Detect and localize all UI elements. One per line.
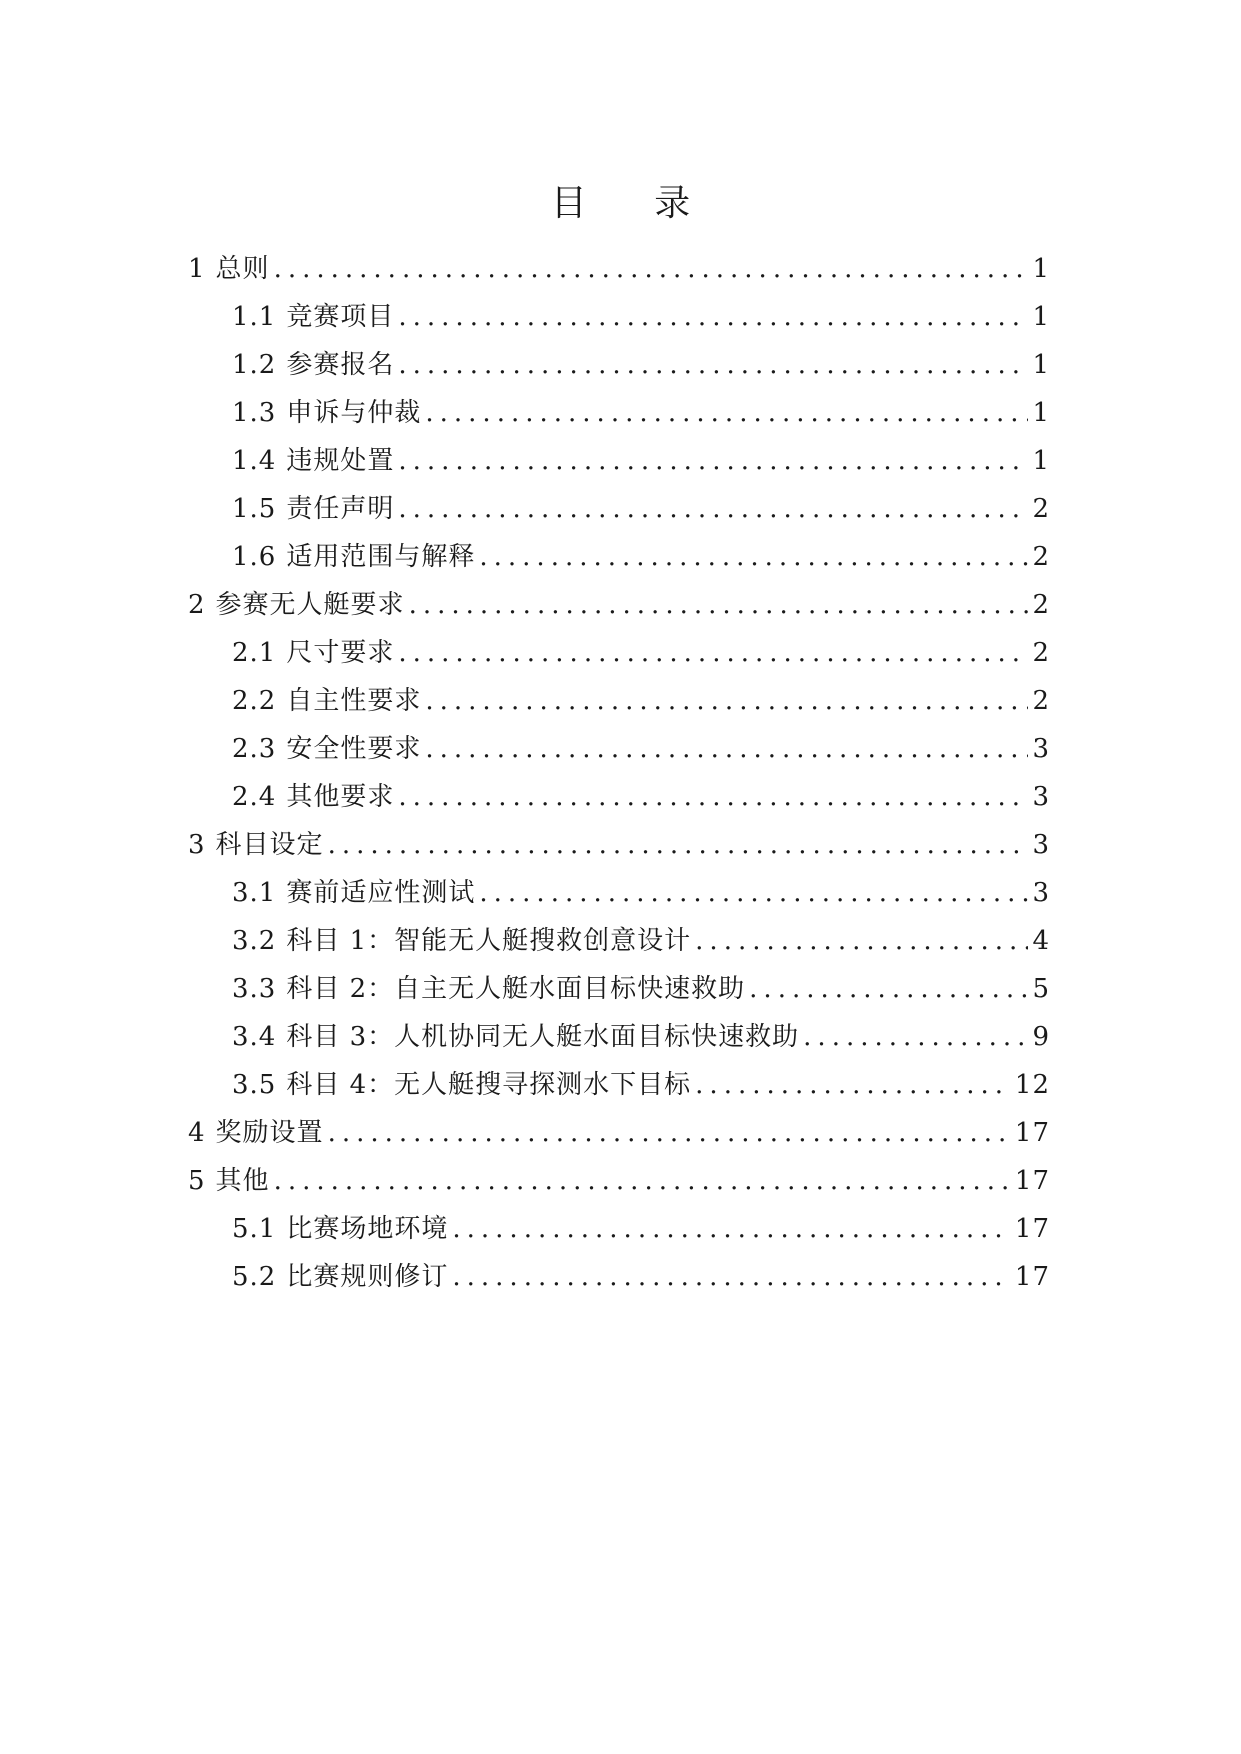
toc-entry[interactable] [188,677,1050,725]
toc-entry-page-number: 2 [1032,542,1050,572]
toc-entry[interactable] [188,1013,1050,1061]
toc-entry-number: 2.4 [232,782,277,812]
toc-entry[interactable] [188,293,1050,341]
toc-entry-number: 1.1 [232,302,277,332]
toc-entry-number: 4 [188,1118,206,1148]
toc-entry[interactable] [188,581,1050,629]
table-of-contents [188,245,1050,1301]
toc-entry-page-number: 3 [1032,734,1050,764]
toc-entry-title: 奖励设置 [215,1118,324,1148]
toc-entry-title: 竞赛项目 [286,302,395,332]
toc-entry[interactable] [188,917,1050,965]
toc-dot-leader [425,677,1028,725]
toc-entry-page-number: 1 [1032,350,1050,380]
toc-dot-leader [749,965,1028,1013]
toc-entry-title: 赛前适应性测试 [286,878,476,908]
toc-entry-title: 比赛场地环境 [286,1214,449,1244]
toc-entry-title: 总则 [215,254,270,284]
toc-entry-page-number: 17 [1014,1118,1050,1148]
toc-entry-number: 1.2 [232,350,277,380]
toc-entry-title: 其他要求 [286,782,395,812]
toc-entry-title: 科目 1：智能无人艇搜救创意设计 [286,926,692,956]
toc-entry[interactable] [188,1205,1050,1253]
toc-entry-title: 申诉与仲裁 [286,398,422,428]
toc-entry-title: 自主性要求 [286,686,422,716]
toc-entry[interactable] [188,389,1050,437]
toc-entry-page-number: 4 [1032,926,1050,956]
toc-dot-leader [274,1157,1011,1205]
toc-entry-number: 3.5 [232,1070,277,1100]
toc-dot-leader [398,629,1028,677]
toc-entry-title: 参赛报名 [286,350,395,380]
toc-entry-page-number: 3 [1032,830,1050,860]
toc-dot-leader [452,1253,1011,1301]
toc-entry[interactable] [188,341,1050,389]
toc-entry-number: 1 [188,254,206,284]
toc-dot-leader [328,821,1029,869]
toc-entry-title: 安全性要求 [286,734,422,764]
toc-dot-leader [398,341,1028,389]
toc-entry-number: 3.1 [232,878,277,908]
toc-dot-leader [409,581,1029,629]
toc-entry-number: 5.1 [232,1214,277,1244]
toc-entry[interactable] [188,773,1050,821]
toc-entry-number: 5 [188,1166,206,1196]
toc-entry[interactable] [188,485,1050,533]
toc-entry[interactable] [188,725,1050,773]
toc-entry-page-number: 1 [1032,398,1050,428]
toc-entry-title: 其他 [215,1166,270,1196]
toc-entry-page-number: 12 [1014,1070,1050,1100]
toc-entry-title: 比赛规则修订 [286,1262,449,1292]
toc-entry[interactable] [188,629,1050,677]
toc-dot-leader [803,1013,1028,1061]
toc-entry-number: 3 [188,830,206,860]
toc-entry-page-number: 9 [1032,1022,1050,1052]
toc-entry-page-number: 5 [1032,974,1050,1004]
toc-entry-title: 适用范围与解释 [286,542,476,572]
toc-entry-number: 2.2 [232,686,277,716]
toc-entry-number: 2.1 [232,638,277,668]
toc-entry-title: 责任声明 [286,494,395,524]
toc-entry-page-number: 17 [1014,1262,1050,1292]
toc-entry-title: 违规处置 [286,446,395,476]
toc-entry[interactable] [188,533,1050,581]
toc-entry-number: 1.4 [232,446,277,476]
toc-entry-title: 科目 2：自主无人艇水面目标快速救助 [286,974,746,1004]
toc-dot-leader [274,245,1029,293]
toc-entry-number: 1.6 [232,542,277,572]
toc-dot-leader [452,1205,1011,1253]
toc-dot-leader [695,917,1028,965]
toc-entry-page-number: 2 [1032,686,1050,716]
toc-entry-title: 科目 4：无人艇搜寻探测水下目标 [286,1070,692,1100]
toc-entry-page-number: 1 [1032,254,1050,284]
toc-dot-leader [425,389,1028,437]
toc-entry-title: 科目 3：人机协同无人艇水面目标快速救助 [286,1022,800,1052]
toc-entry-page-number: 2 [1032,494,1050,524]
toc-entry-page-number: 1 [1032,302,1050,332]
toc-entry[interactable] [188,1061,1050,1109]
toc-entry-page-number: 3 [1032,878,1050,908]
toc-entry-title: 科目设定 [215,830,324,860]
toc-entry-number: 3.4 [232,1022,277,1052]
toc-entry-number: 2.3 [232,734,277,764]
page-title: 目 录 [550,183,719,224]
toc-entry-page-number: 17 [1014,1166,1050,1196]
toc-entry-number: 3.3 [232,974,277,1004]
toc-entry[interactable] [188,1157,1050,1205]
toc-entry-title: 尺寸要求 [286,638,395,668]
toc-entry-title: 参赛无人艇要求 [215,590,405,620]
toc-dot-leader [479,869,1028,917]
toc-entry-number: 1.5 [232,494,277,524]
toc-entry[interactable] [188,1253,1050,1301]
toc-entry-page-number: 3 [1032,782,1050,812]
toc-entry-page-number: 2 [1032,590,1050,620]
toc-entry[interactable] [188,965,1050,1013]
toc-entry[interactable] [188,245,1050,293]
toc-dot-leader [398,437,1028,485]
toc-dot-leader [425,725,1028,773]
toc-dot-leader [398,293,1028,341]
toc-entry-page-number: 1 [1032,446,1050,476]
toc-dot-leader [328,1109,1011,1157]
toc-entry-number: 1.3 [232,398,277,428]
toc-entry-page-number: 17 [1014,1214,1050,1244]
toc-entry-number: 3.2 [232,926,277,956]
toc-entry-number: 5.2 [232,1262,277,1292]
toc-entry-number: 2 [188,590,206,620]
toc-entry[interactable] [188,1109,1050,1157]
toc-dot-leader [479,533,1028,581]
toc-dot-leader [695,1061,1011,1109]
toc-entry[interactable] [188,437,1050,485]
toc-dot-leader [398,773,1028,821]
toc-entry[interactable] [188,821,1050,869]
toc-entry[interactable] [188,869,1050,917]
toc-entry-page-number: 2 [1032,638,1050,668]
toc-dot-leader [398,485,1028,533]
